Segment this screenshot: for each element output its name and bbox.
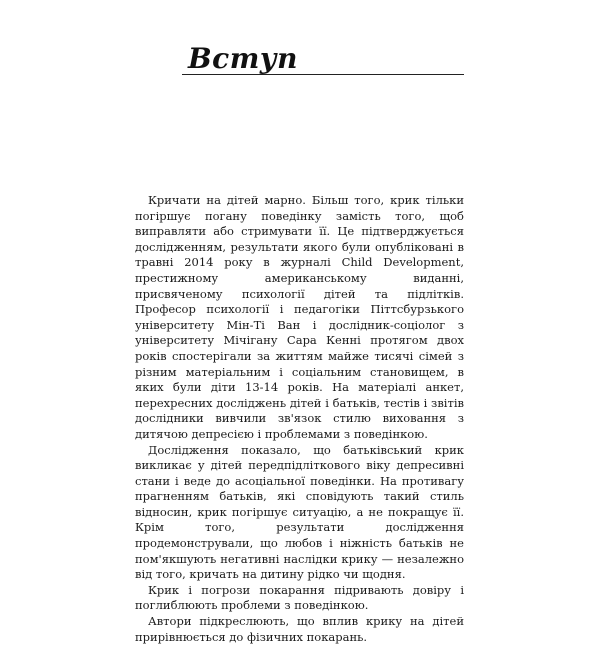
paragraph-4: Автори підкреслюють, що вплив крику на дітей прирівнюється до фізичних покарань.: [135, 614, 464, 644]
body-text: [135, 193, 464, 645]
paragraph-3: Крик і погрози покарання підривають довіру і поглиблюють проблеми з поведінкою.: [135, 582, 464, 613]
chapter-heading: Вступ: [188, 42, 298, 75]
heading-underline: [182, 74, 464, 75]
paragraph-2: Дослідження показало, що батьківський крик викликає у дітей передпідліткового віку депресивні стани і веде до асоціальної поведінки. На противагу прагненням батьків, які сповідують такий стиль відносин, крик погіршує ситуацію, а не покращує її. Крім того, результати дослідження продемонстрували, що любов і ніжність батьків не пом'якшують негативні наслідки крику — незалежно від того, кричать на дитину рідко чи щодня.: [135, 442, 464, 582]
paragraph-1: Кричати на дітей марно. Більш того, крик тільки погіршує погану поведінку замість того, щоб виправляти або стримувати її. Це підтверджується дослідженням, результати якого були опубліковані в травні 2014 року в журналі Child Development, престижному американському виданні, присвяченому психології дітей та підлітків. Професор психології і педагогіки Піттсбурзького університету Мін-Ті Ван і дослідник-соціолог з університету Мічігану Сара Кенні протягом двох років спостерігали за життям майже тисячі сімей з різним матеріальним і соціальним становищем, в яких були діти 13-14 років. На матеріалі анкет, перехресних досліджень дітей і батьків, тестів і звітів дослідники вивчили зв'язок стилю виховання з дитячою депресією і проблемами з поведінкою.: [135, 193, 464, 441]
